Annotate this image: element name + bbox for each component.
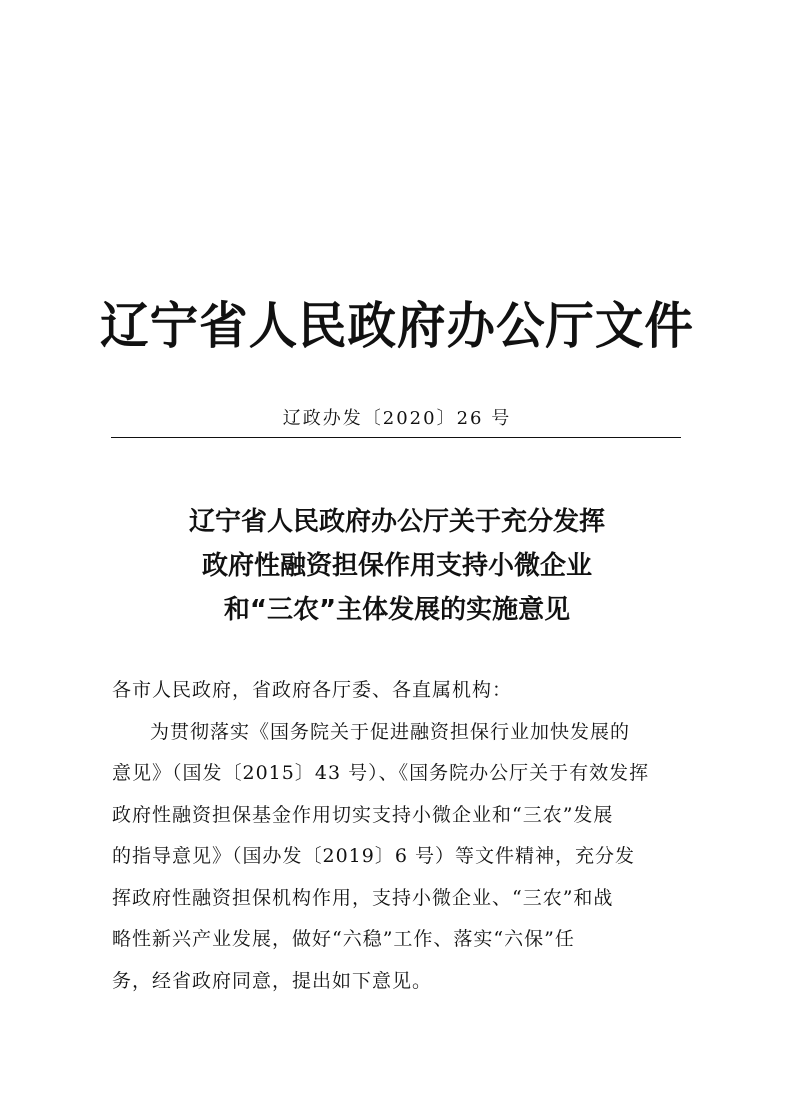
paragraph-line: 务，经省政府同意，提出如下意见。 (112, 969, 433, 992)
paragraph-line: 挥政府性融资担保机构作用，支持小微企业、“三农”和战 (112, 886, 614, 909)
issuing-authority-header: 辽宁省人民政府办公厅文件 (100, 296, 694, 355)
title-line: 政府性融资担保作用支持小微企业 (201, 551, 592, 581)
salutation: 各市人民政府，省政府各厅委、各直属机构： (112, 679, 513, 701)
document-number: 辽政办发〔2020〕26 号 (282, 408, 512, 429)
title-line: 和“三农”主体发展的实施意见 (223, 595, 571, 625)
paragraph-line: 为贯彻落实《国务院关于促进融资担保行业加快发展的 (150, 720, 631, 743)
document-body (112, 670, 692, 1002)
paragraph-line: 政府性融资担保基金作用切实支持小微企业和“三农”发展 (112, 803, 614, 826)
title-line: 辽宁省人民政府办公厅关于充分发挥 (188, 507, 605, 537)
paragraph-line: 意见》（国发〔2015〕43 号）、《国务院办公厅关于有效发挥 (112, 762, 650, 784)
paragraph-line: 略性新兴产业发展，做好“六稳”工作、落实“六保”任 (112, 928, 575, 950)
header-divider-line (111, 437, 681, 438)
document-title (0, 500, 794, 632)
paragraph-line: 的指导意见》（国办发〔2019〕6 号）等文件精神，充分发 (112, 845, 635, 867)
